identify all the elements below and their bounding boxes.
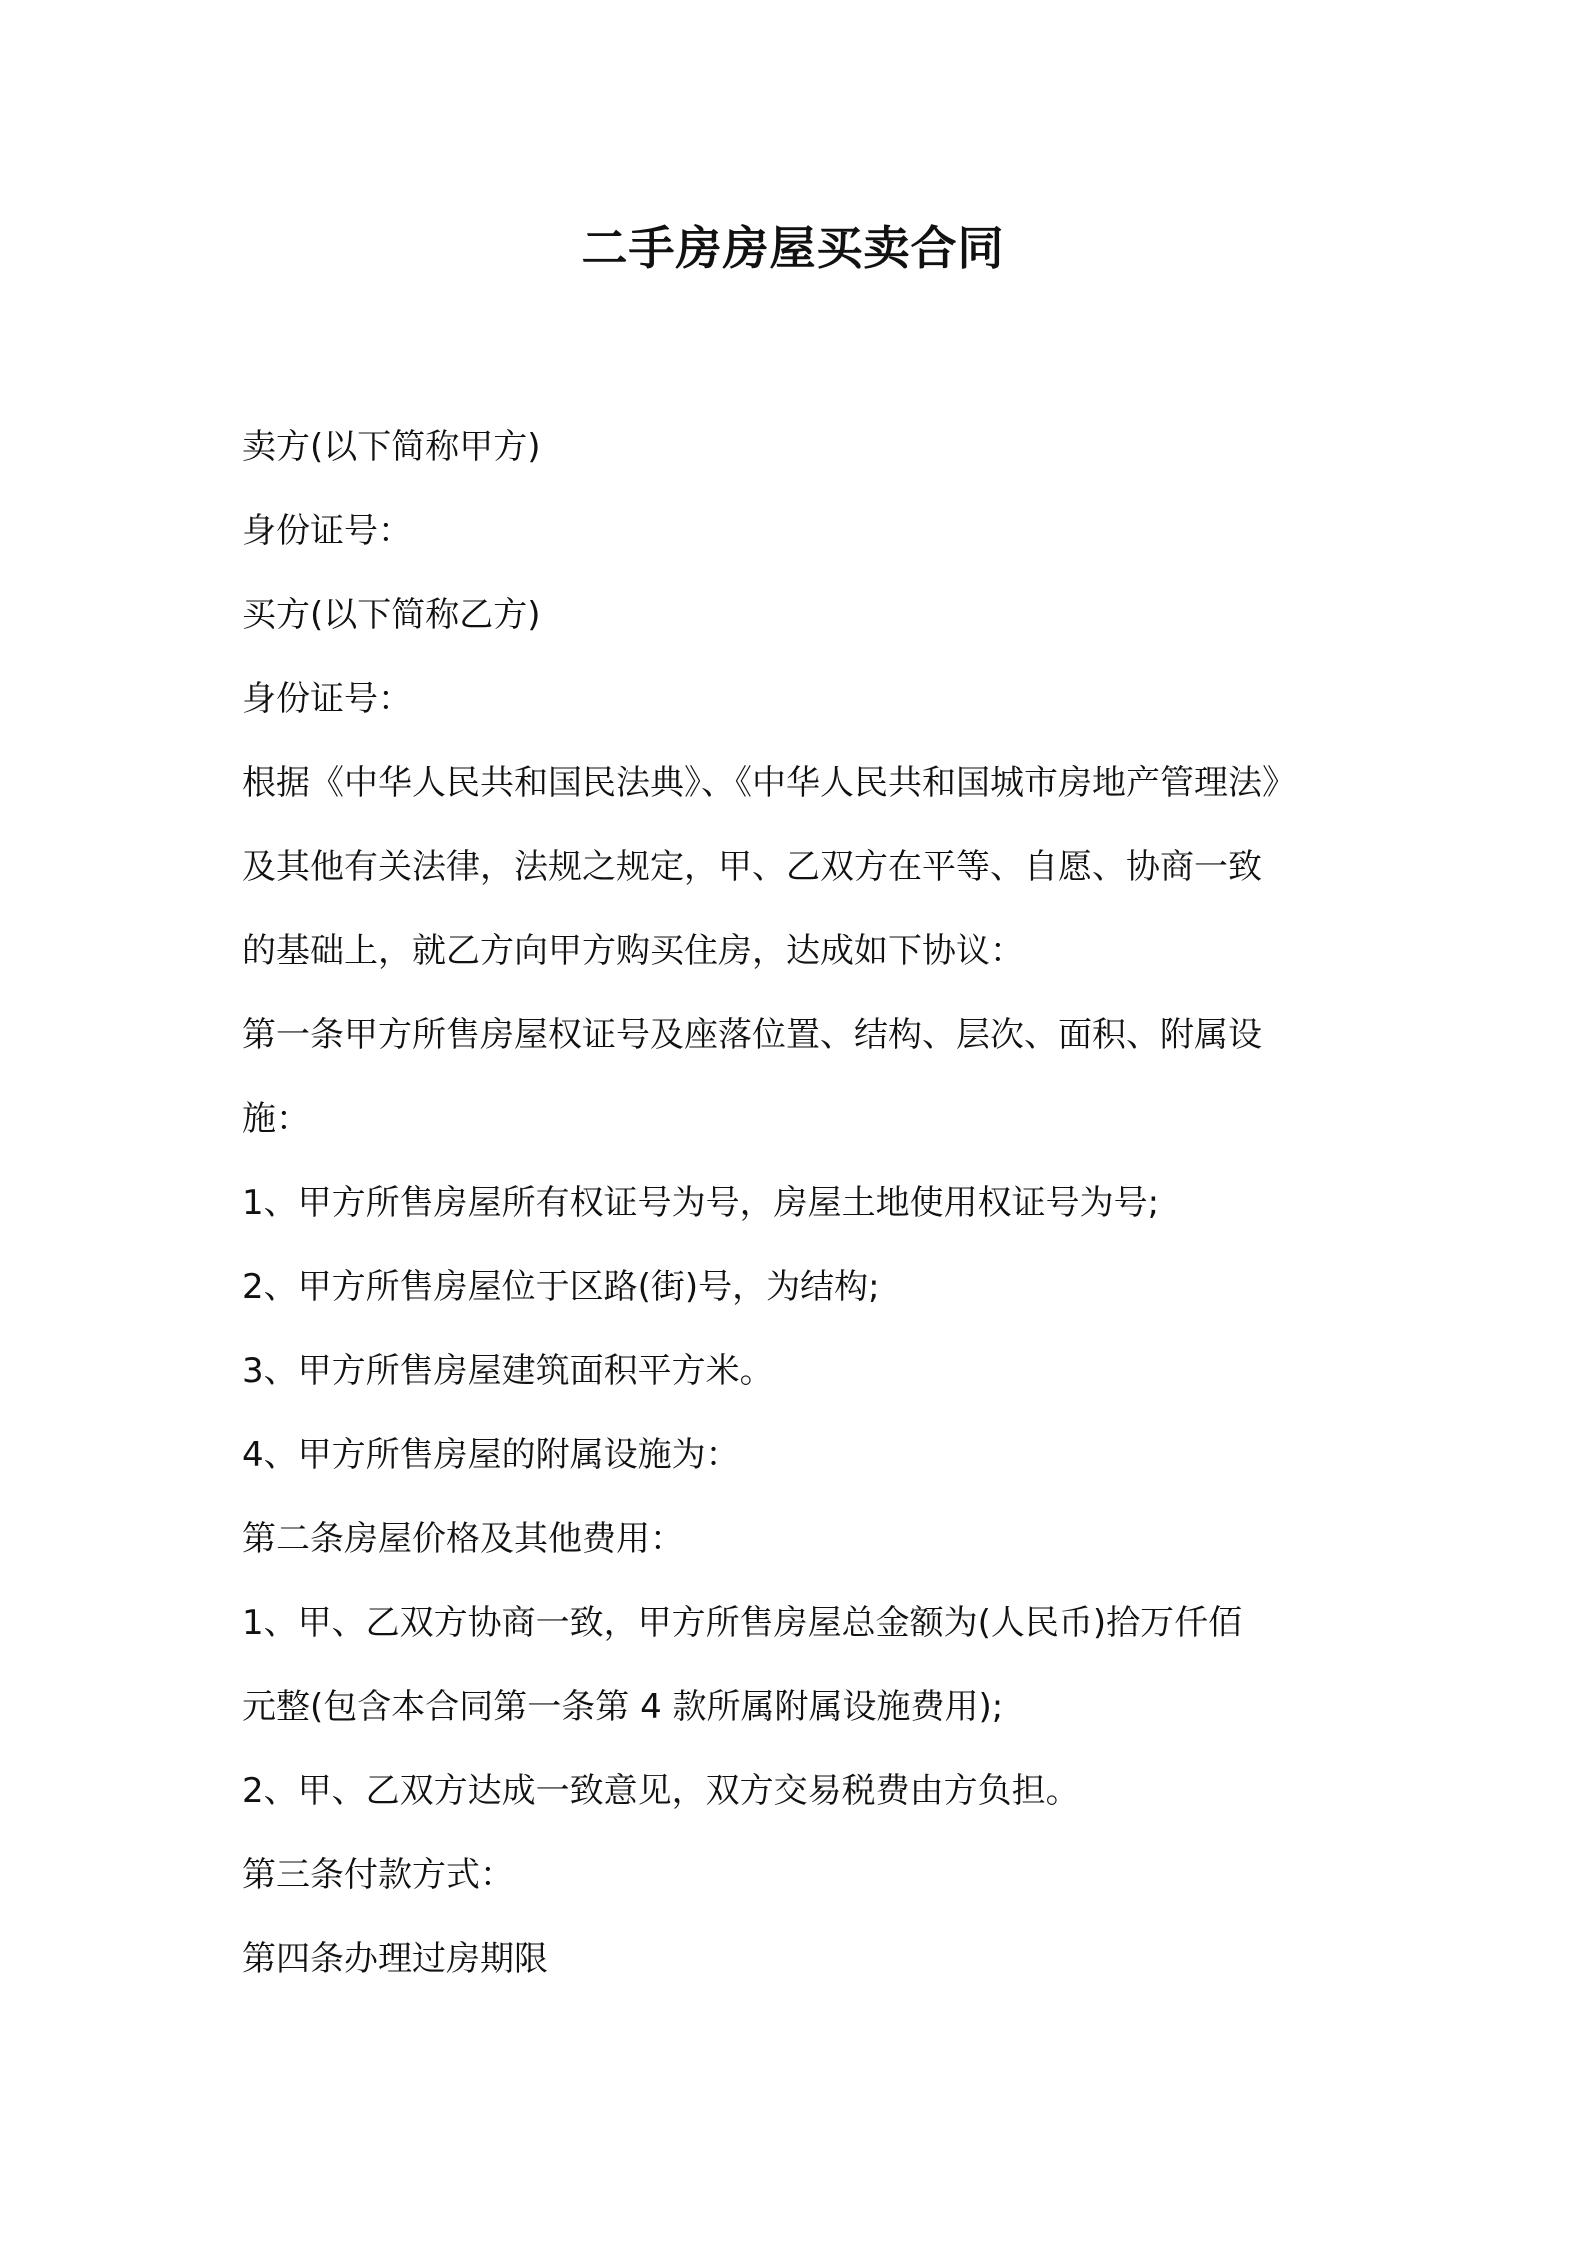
- buyer-id-line: 身份证号：: [242, 679, 412, 719]
- article-1-item-4: 4、甲方所售房屋的附属设施为：: [242, 1435, 740, 1475]
- legal-basis-line-3: 的基础上，就乙方向甲方购买住房，达成如下协议：: [242, 931, 1024, 971]
- legal-basis-line-2: 及其他有关法律，法规之规定，甲、乙双方在平等、自愿、协商一致: [242, 847, 1262, 887]
- article-2-item-1-line-2: 元整(包含本合同第一条第 4 款所属附属设施费用);: [242, 1687, 1004, 1727]
- article-3-heading: 第三条付款方式：: [242, 1855, 514, 1895]
- article-1-item-3: 3、甲方所售房屋建筑面积平方米。: [242, 1351, 774, 1391]
- article-2-item-2: 2、甲、乙双方达成一致意见，双方交易税费由方负担。: [242, 1771, 1080, 1811]
- buyer-line: 买方(以下简称乙方): [242, 595, 541, 635]
- article-1-heading-line-2: 施：: [242, 1099, 310, 1139]
- article-2-heading: 第二条房屋价格及其他费用：: [242, 1519, 684, 1559]
- seller-id-line: 身份证号：: [242, 511, 412, 551]
- legal-basis-line-1: 根据《中华人民共和国民法典》、《中华人民共和国城市房地产管理法》: [242, 763, 1296, 803]
- article-2-item-1-line-1: 1、甲、乙双方协商一致，甲方所售房屋总金额为(人民币)拾万仟佰: [242, 1603, 1243, 1643]
- document-title: 二手房房屋买卖合同: [581, 221, 1005, 275]
- seller-line: 卖方(以下简称甲方): [242, 427, 541, 467]
- article-1-item-2: 2、甲方所售房屋位于区路(街)号，为结构;: [242, 1267, 880, 1307]
- article-4-heading: 第四条办理过房期限: [242, 1939, 548, 1979]
- article-1-heading-line-1: 第一条甲方所售房屋权证号及座落位置、结构、层次、面积、附属设: [242, 1015, 1262, 1055]
- article-1-item-1: 1、甲方所售房屋所有权证号为号，房屋土地使用权证号为号;: [242, 1183, 1160, 1223]
- contract-body: [242, 405, 1362, 2001]
